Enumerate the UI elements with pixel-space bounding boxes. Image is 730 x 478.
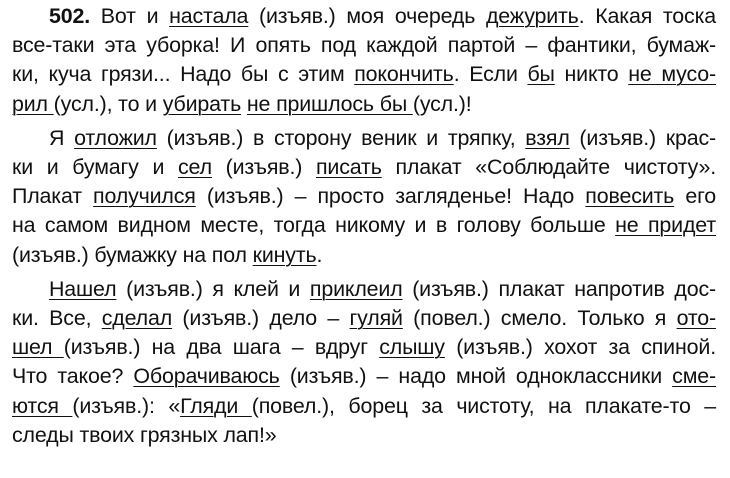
text-segment: все-таки эта уборка! И опять под каждой партой – фантики, бумаж- — [12, 33, 716, 58]
text-segment: (изъяв.) хохот за спиной. — [444, 335, 716, 360]
text-line — [12, 275, 716, 304]
text-segment: ки и бумагу и — [12, 155, 178, 180]
underlined-word: получился — [93, 184, 196, 209]
text-segment: . Если — [453, 62, 528, 87]
text-segment: его — [674, 184, 717, 209]
underlined-word: настала — [169, 4, 249, 28]
text-segment: (изъяв.) в сторону веник и тряпку, — [156, 125, 526, 150]
text-segment: Я — [49, 125, 75, 150]
text-line — [12, 31, 716, 60]
underlined-word: писать — [316, 155, 382, 180]
text-segment: (изъяв.) на два шага – вдруг — [63, 335, 380, 360]
text-segment: . — [316, 242, 323, 267]
text-segment: ки, куча грязи... Надо бы с этим — [12, 62, 355, 87]
text-segment: (изъяв.) – надо мной одноклассники — [279, 364, 673, 389]
underlined-word: повесить — [585, 184, 675, 209]
text-line — [12, 392, 716, 421]
text-line — [12, 182, 716, 211]
text-segment: (изъяв.) крас- — [569, 125, 717, 150]
underlined-word: кинуть — [252, 242, 317, 267]
underlined-word: сме- — [672, 364, 716, 389]
text-segment: Плакат — [12, 184, 94, 209]
text-segment: (изъяв.) — [211, 155, 316, 180]
underlined-word: убирать — [162, 91, 242, 116]
text-segment: на самом видном месте, тогда никому и в голову больше — [12, 213, 616, 238]
exercise-number: 502. — [49, 4, 91, 28]
underlined-word: сел — [178, 155, 212, 180]
underlined-word: сделал — [101, 306, 173, 331]
underlined-word: не мусо- — [628, 62, 716, 87]
text-line — [12, 2, 716, 31]
underlined-word: Гляди — [180, 393, 252, 418]
text-segment: (изъяв.) я клей и — [116, 276, 310, 301]
text-segment: (изъяв.) моя очередь — [248, 4, 486, 28]
underlined-word: не придет — [615, 213, 716, 238]
text-segment: ки. Все, — [12, 306, 102, 331]
underlined-word: приклеил — [309, 276, 403, 301]
line-content — [90, 4, 716, 28]
paragraph-3 — [12, 275, 716, 450]
text-segment: (повел.), борец за чистоту, на плакате-то – — [251, 393, 716, 418]
underlined-word: рил — [12, 91, 54, 116]
text-line — [12, 211, 716, 240]
underlined-word: покончить — [354, 62, 454, 87]
text-segment: (изъяв.): « — [72, 393, 181, 418]
text-segment: плакат «Соблюдайте чистоту». — [381, 155, 716, 180]
underlined-word: отложил — [74, 125, 157, 150]
underlined-word: ются — [12, 393, 73, 418]
text-line — [12, 362, 716, 391]
text-segment: следы твоих грязных лап!» — [12, 422, 277, 447]
text-line — [12, 124, 716, 153]
underlined-word: не пришлось бы — [246, 91, 413, 116]
text-segment: (изъяв.) – просто загляденье! Надо — [195, 184, 586, 209]
text-segment: Что такое? — [12, 364, 134, 389]
text-segment: (изъяв.) бумажку на пол — [12, 242, 253, 267]
text-segment: (изъяв.) плакат напротив дос- — [402, 276, 716, 301]
underlined-word: бы — [527, 62, 555, 87]
text-segment: (изъяв.) дело – — [172, 306, 350, 331]
underlined-word: Нашел — [49, 276, 117, 301]
text-segment: Вот и — [90, 4, 170, 28]
text-line — [12, 421, 716, 450]
text-line — [12, 153, 716, 182]
text-segment: никто — [554, 62, 629, 87]
underlined-word: гуляй — [349, 306, 403, 331]
text-line — [12, 241, 716, 270]
underlined-word: ото- — [676, 306, 717, 331]
text-segment: . Какая тоска — [578, 4, 716, 28]
underlined-word: шел — [12, 335, 64, 360]
text-line — [12, 304, 716, 333]
text-segment: (повел.) смело. Только я — [402, 306, 677, 331]
underlined-word: Оборачиваюсь — [133, 364, 280, 389]
underlined-word: слышу — [379, 335, 445, 360]
paragraph-2 — [12, 124, 716, 270]
underlined-word: взял — [525, 125, 570, 150]
text-line — [12, 60, 716, 89]
underlined-word: дежурить — [485, 4, 579, 28]
paragraph-1 — [12, 2, 716, 119]
text-line — [12, 333, 716, 362]
text-segment: (усл.)! — [412, 91, 472, 116]
text-segment: (усл.), то и — [53, 91, 163, 116]
text-line — [12, 90, 716, 119]
